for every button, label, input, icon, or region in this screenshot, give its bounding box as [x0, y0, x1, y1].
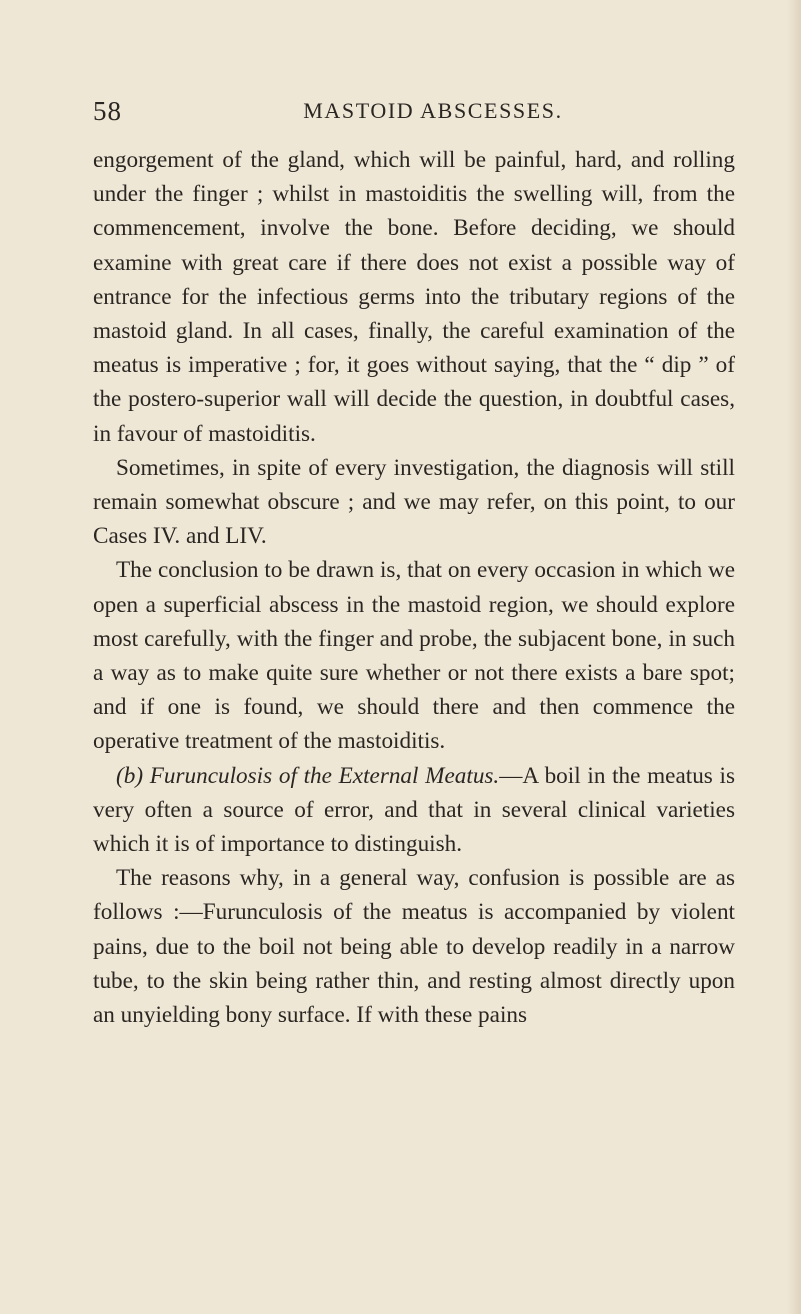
section-text: —A boil in the meatus is very often a source of error, and that in several clinical varieties which it is of importance to distinguish.	[93, 762, 735, 858]
section-label: (b)	[116, 762, 144, 789]
page-header	[93, 96, 733, 132]
paragraph-furunculosis	[93, 759, 735, 862]
running-title: MASTOID ABSCESSES.	[303, 98, 563, 123]
page-number: 58	[93, 96, 122, 126]
paragraph-conclusion: The conclusion to be drawn is, that on every occasion in which we open a superficial abscess in the mastoid region, we should explore most carefully, with the finger and probe, the subjacent bone, in such a way as to make quite sure whether or not there exists a bare spot; and if one is found, we should there and then commence the operative treatment of the mastoiditis.	[93, 557, 735, 755]
paragraph-reasons: The reasons why, in a general way, confusion is possible are as follows :—Furunculosis of the meatus is accompanied by violent pains, due to the boil not being able to develop readily in a narrow tube, to the skin being rather thin, and resting almost directly upon an unyielding bony surface. If with these pains	[93, 865, 735, 1029]
section-heading: Furunculosis of the External Meatus.	[149, 762, 500, 789]
page-edge-shadow	[787, 0, 801, 1314]
body-text	[93, 143, 735, 1032]
paragraph-engorgement: engorgement of the gland, which will be painful, hard, and rolling under the finger ; whilst in mastoiditis the swelling will, from the commencement, involve the bone. Before deciding, we should examine with great care if there does not exist a possible way of entrance for the infectious germs into the tributary regions of the mastoid gland. In all cases, finally, the careful examination of the meatus is imperative ; for, it goes without saying, that the “ dip ” of the postero-superior wall will decide the question, in doubtful cases, in favour of mastoiditis.	[93, 147, 735, 447]
paragraph-diagnosis-obscure: Sometimes, in spite of every investigation, the diagnosis will still remain somewhat obscure ; and we may refer, on this point, to our Cases IV. and LIV.	[93, 454, 735, 550]
